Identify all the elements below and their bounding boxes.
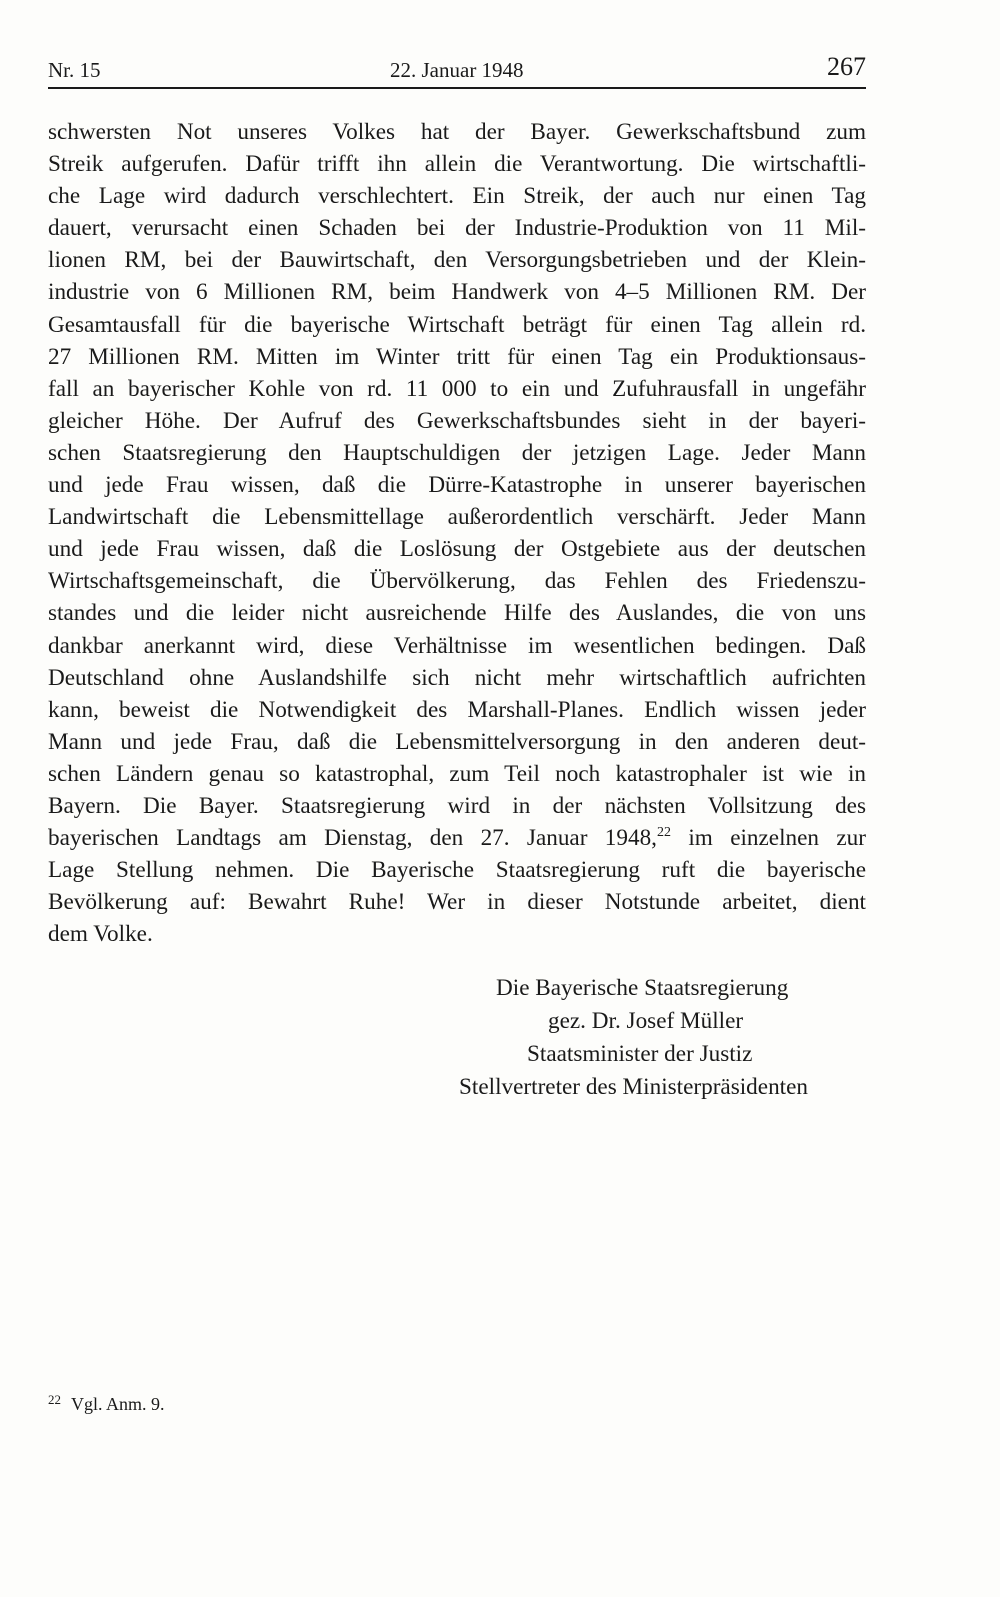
text-line: gleicher Höhe. Der Aufruf des Gewerkschaftsbundes sieht in der bayeri- [48,407,866,434]
text-line: 27 Millionen RM. Mitten im Winter tritt für einen Tag ein Produktionsaus- [48,343,866,370]
text-line: Wirtschaftsgemeinschaft, die Übervölkerung, das Fehlen des Friedenszu- [48,568,866,595]
text-line-with-footnote-ref [48,822,866,854]
text-line: dem Volke. [48,921,153,948]
footnote-text: Vgl. Anm. 9. [71,1394,165,1414]
signature-authority: Die Bayerische Staatsregierung [496,975,789,1001]
text-line: Landwirtschaft die Lebensmittellage außerordentlich verschärft. Jeder Mann [48,504,866,531]
text-segment: im einzelnen zur [670,825,866,852]
text-segment: bayerischen Landtags am Dienstag, den 27. Januar 1948, [48,825,657,852]
text-line: lionen RM, bei der Bauwirtschaft, den Versorgungsbetrieben und der Klein- [48,247,866,274]
running-header [48,52,866,86]
text-line: Bayern. Die Bayer. Staatsregierung wird in der nächsten Vollsitzung des [48,792,866,819]
text-line: Bevölkerung auf: Bewahrt Ruhe! Wer in dieser Notstunde arbeitet, dient [48,889,866,916]
footnote-reference: 22 [656,825,671,841]
header-rule [48,87,866,89]
body-paragraph [48,116,866,950]
signature-office: Staatsminister der Justiz [527,1041,753,1067]
text-line: che Lage wird dadurch verschlechtert. Ein Streik, der auch nur einen Tag [48,183,866,210]
issue-number: Nr. 15 [48,58,101,82]
text-line: schen Ländern genau so katastrophal, zum Teil noch katastrophaler ist wie in [48,760,866,787]
header-date: 22. Januar 1948 [390,58,524,82]
text-line: schen Staatsregierung den Hauptschuldigen der jetzigen Lage. Jeder Mann [48,439,866,466]
text-line: fall an bayerischer Kohle von rd. 11 000 to ein und Zufuhrausfall in ungefähr [48,375,866,402]
signature-deputy-title: Stellvertreter des Ministerpräsidenten [459,1074,808,1100]
text-line: standes und die leider nicht ausreichende Hilfe des Auslandes, die von uns [48,600,866,627]
text-line: Streik aufgerufen. Dafür trifft ihn allein die Verantwortung. Die wirtschaftli- [48,151,866,178]
text-line: dauert, verursacht einen Schaden bei der Industrie-Produktion von 11 Mil- [48,215,866,242]
text-line: Gesamtausfall für die bayerische Wirtschaft beträgt für einen Tag allein rd. [48,311,866,338]
text-line: schwersten Not unseres Volkes hat der Bayer. Gewerkschaftsbund zum [48,119,866,145]
text-line: Mann und jede Frau, daß die Lebensmittelversorgung in den anderen deut- [48,728,866,755]
signature-signer: gez. Dr. Josef Müller [548,1008,744,1034]
text-line: und jede Frau wissen, daß die Dürre-Katastrophe in unserer bayerischen [48,472,866,499]
text-line: industrie von 6 Millionen RM, beim Handwerk von 4–5 Millionen RM. Der [48,279,866,306]
footnote [48,1392,165,1415]
text-line: dankbar anerkannt wird, diese Verhältnisse im wesentlichen bedingen. Daß [48,632,866,659]
text-line: Deutschland ohne Auslandshilfe sich nicht mehr wirtschaftlich aufrichten [48,664,866,691]
footnote-number: 22 [48,1392,61,1407]
page-number: 267 [827,52,866,81]
text-line: und jede Frau wissen, daß die Loslösung der Ostgebiete aus der deutschen [48,536,866,563]
text-line: kann, beweist die Notwendigkeit des Marshall-Planes. Endlich wissen jeder [48,696,866,723]
text-line: Lage Stellung nehmen. Die Bayerische Staatsregierung ruft die bayerische [48,857,866,884]
